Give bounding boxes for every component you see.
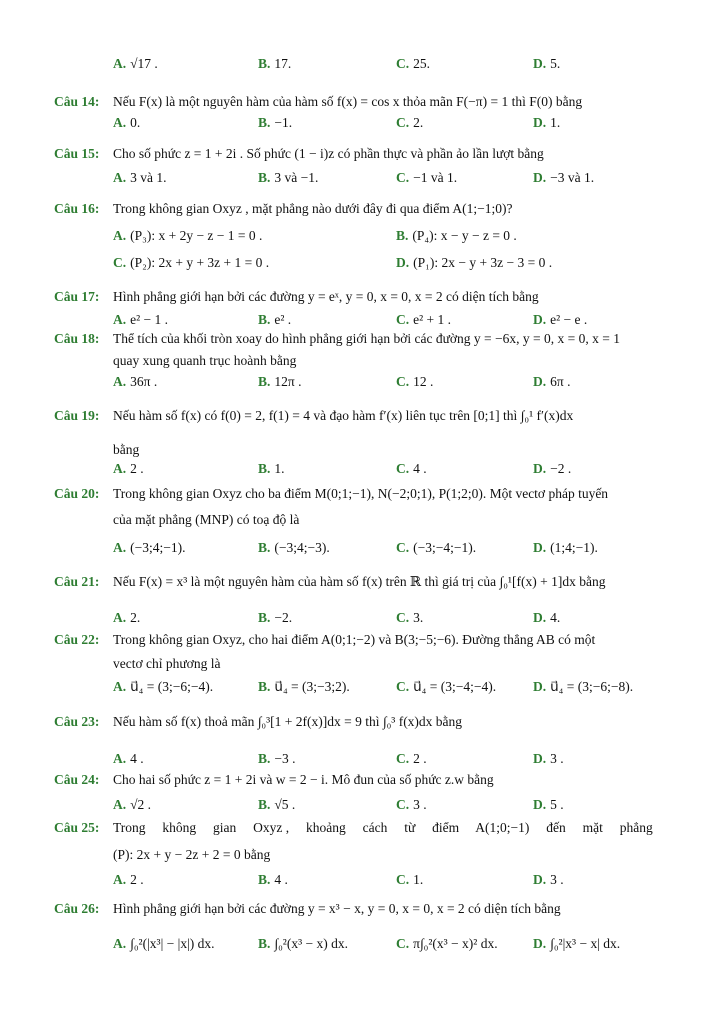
q21-option-a: A. 2. (113, 610, 141, 625)
q18-option-b: B. 12π . (258, 374, 302, 389)
q26-option-b: B. ∫₀²(x³ − x) dx. (258, 936, 348, 951)
q22-option-d: D. u⃗₄ = (3;−6;−8). (533, 679, 634, 694)
q15-text: Cho số phức z = 1 + 2i . Số phức (1 − i)z có phần thực và phần ảo lần lượt bằng (113, 146, 544, 161)
q25-option-a: A. 2 . (113, 872, 144, 887)
q24-option-b: B. √5 . (258, 797, 296, 812)
q17-option-b: B. e² . (258, 312, 292, 327)
q13-option-a: A. √17 . (113, 56, 158, 71)
q15-option-a: A. 3 và 1. (113, 170, 167, 185)
q25-text-2: (P): 2x + y − 2z + 2 = 0 bằng (113, 847, 271, 862)
q17-option-a: A. e² − 1 . (113, 312, 169, 327)
q20-text-2: của mặt phẳng (MNP) có toạ độ là (113, 512, 300, 527)
q15-option-d: D. −3 và 1. (533, 170, 595, 185)
q22-label: Câu 22: (54, 632, 100, 647)
q13-option-b: B. 17. (258, 56, 292, 71)
q14-label: Câu 14: (54, 94, 100, 109)
q16-option-b: B. (P₄): x − y − z = 0 . (396, 228, 517, 243)
q25-option-c: C. 1. (396, 872, 424, 887)
q13-option-d: D. 5. (533, 56, 561, 71)
q18-text: Thể tích của khối tròn xoay do hình phẳng giới hạn bởi các đường y = −6x, y = 0, x = 0, x = 1 (113, 331, 620, 346)
q26-option-a: A. ∫₀²(|x³| − |x|) dx. (113, 936, 215, 951)
q20-label: Câu 20: (54, 486, 100, 501)
q22-option-c: C. u⃗₄ = (3;−4;−4). (396, 679, 497, 694)
q19-label: Câu 19: (54, 408, 100, 423)
q22-text-2: vectơ chỉ phương là (113, 656, 221, 671)
q25-text: Trong không gian Oxyz , khoảng cách từ điểm A(1;0;−1) đến mặt phẳng (113, 820, 653, 835)
q21-text: Nếu F(x) = x³ là một nguyên hàm của hàm số f(x) trên ℝ thì giá trị của ∫₀¹[f(x) + 1]dx bằng (113, 574, 606, 589)
q22-text: Trong không gian Oxyz, cho hai điểm A(0;1;−2) và B(3;−5;−6). Đường thẳng AB có một (113, 632, 596, 647)
q23-option-d: D. 3 . (533, 751, 564, 766)
q25-option-d: D. 3 . (533, 872, 564, 887)
q17-option-c: C. e² + 1 . (396, 312, 452, 327)
q24-option-d: D. 5 . (533, 797, 564, 812)
q18-option-d: D. 6π . (533, 374, 571, 389)
q16-text: Trong không gian Oxyz , mặt phẳng nào dưới đây đi qua điểm A(1;−1;0)? (113, 201, 513, 216)
q16-option-a: A. (P₃): x + 2y − z − 1 = 0 . (113, 228, 263, 243)
q21-option-c: C. 3. (396, 610, 424, 625)
q17-text: Hình phẳng giới hạn bởi các đường y = eˣ, y = 0, x = 0, x = 2 có diện tích bằng (113, 289, 539, 304)
q22-option-a: A. u⃗₄ = (3;−6;−4). (113, 679, 214, 694)
q21-option-b: B. −2. (258, 610, 293, 625)
q22-option-b: B. u⃗₄ = (3;−3;2). (258, 679, 350, 694)
q23-label: Câu 23: (54, 714, 100, 729)
q14-option-d: D. 1. (533, 115, 561, 130)
q19-text: Nếu hàm số f(x) có f(0) = 2, f(1) = 4 và đạo hàm f′(x) liên tục trên [0;1] thì ∫₀¹ f′(x)dx (113, 408, 574, 423)
q19-option-a: A. 2 . (113, 461, 144, 476)
q16-option-c: C. (P₂): 2x + y + 3z + 1 = 0 . (113, 255, 270, 270)
q20-option-b: B. (−3;4;−3). (258, 540, 330, 555)
q18-text-2: quay xung quanh trục hoành bằng (113, 353, 297, 368)
q19-text-2: bằng (113, 442, 140, 457)
q14-option-c: C. 2. (396, 115, 424, 130)
q16-option-d: D. (P₁): 2x − y + 3z − 3 = 0 . (396, 255, 553, 270)
q14-text: Nếu F(x) là một nguyên hàm của hàm số f(x) = cos x thỏa mãn F(−π) = 1 thì F(0) bằng (113, 94, 583, 109)
q14-option-a: A. 0. (113, 115, 141, 130)
q15-label: Câu 15: (54, 146, 100, 161)
q24-text: Cho hai số phức z = 1 + 2i và w = 2 − i. Mô đun của số phức z.w bằng (113, 772, 494, 787)
q25-option-b: B. 4 . (258, 872, 288, 887)
q24-label: Câu 24: (54, 772, 100, 787)
q23-option-b: B. −3 . (258, 751, 296, 766)
q19-option-c: C. 4 . (396, 461, 427, 476)
q21-label: Câu 21: (54, 574, 100, 589)
q19-option-d: D. −2 . (533, 461, 572, 476)
q24-option-c: C. 3 . (396, 797, 427, 812)
q19-option-b: B. 1. (258, 461, 285, 476)
q20-option-d: D. (1;4;−1). (533, 540, 598, 555)
q13-option-c: C. 25. (396, 56, 430, 71)
q26-label: Câu 26: (54, 901, 100, 916)
q14-option-b: B. −1. (258, 115, 293, 130)
q26-option-d: D. ∫₀²|x³ − x| dx. (533, 936, 621, 951)
q16-label: Câu 16: (54, 201, 100, 216)
q17-option-d: D. e² − e . (533, 312, 588, 327)
q25-label: Câu 25: (54, 820, 100, 835)
q17-label: Câu 17: (54, 289, 100, 304)
q23-option-c: C. 2 . (396, 751, 427, 766)
q26-option-c: C. π∫₀²(x³ − x)² dx. (396, 936, 498, 951)
q20-option-a: A. (−3;4;−1). (113, 540, 186, 555)
q18-option-a: A. 36π . (113, 374, 158, 389)
q24-option-a: A. √2 . (113, 797, 152, 812)
q20-text: Trong không gian Oxyz cho ba điểm M(0;1;−1), N(−2;0;1), P(1;2;0). Một vectơ pháp tuyến (113, 486, 609, 501)
q18-label: Câu 18: (54, 331, 100, 346)
q18-option-c: C. 12 . (396, 374, 434, 389)
q15-option-b: B. 3 và −1. (258, 170, 319, 185)
q20-option-c: C. (−3;−4;−1). (396, 540, 477, 555)
q23-option-a: A. 4 . (113, 751, 144, 766)
q23-text: Nếu hàm số f(x) thoả mãn ∫₀³[1 + 2f(x)]dx = 9 thì ∫₀³ f(x)dx bằng (113, 714, 463, 729)
q21-option-d: D. 4. (533, 610, 561, 625)
q26-text: Hình phẳng giới hạn bởi các đường y = x³ − x, y = 0, x = 0, x = 2 có diện tích bằng (113, 901, 561, 916)
q15-option-c: C. −1 và 1. (396, 170, 458, 185)
